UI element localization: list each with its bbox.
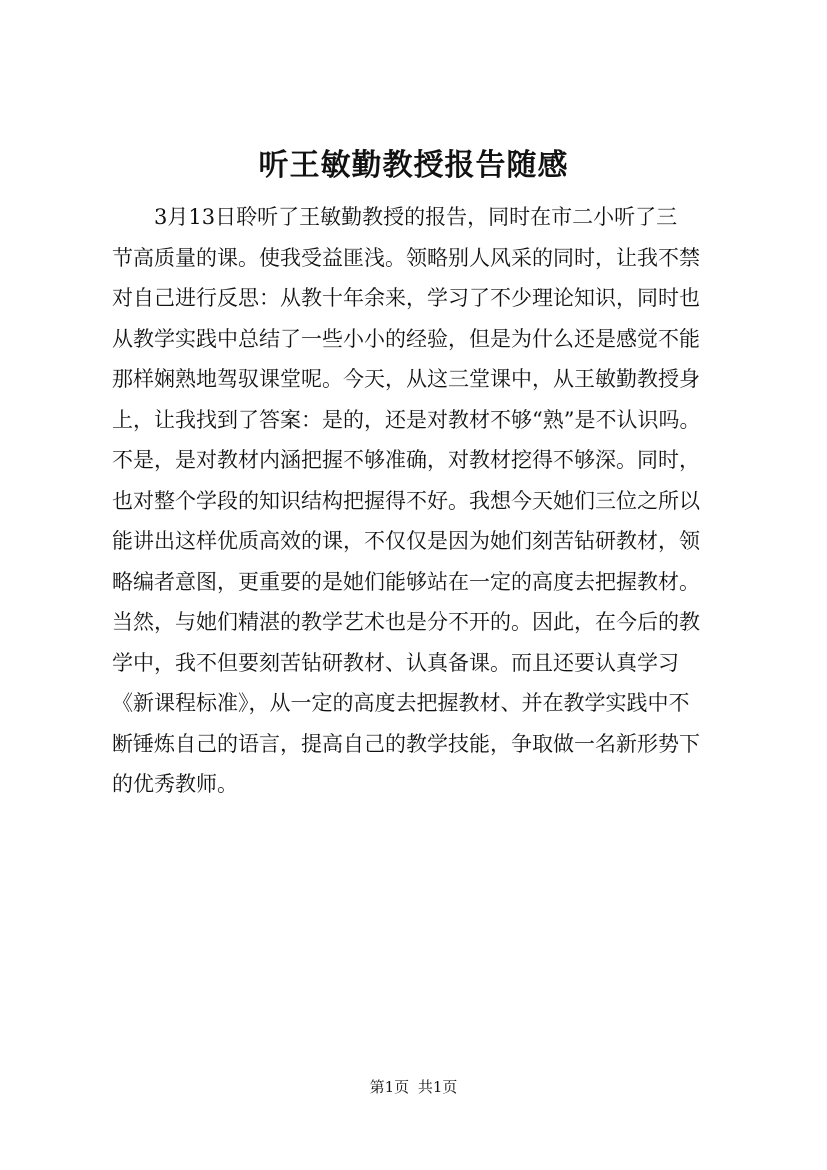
body-line: 的优秀教师。 — [112, 772, 238, 796]
body-line: 不是，是对教材内涵把握不够准确，对教材挖得不够深。同时， — [112, 448, 700, 472]
body-line: 那样娴熟地驾驭课堂呢。今天，从这三堂课中，从王敏勤教授身 — [112, 367, 700, 391]
body-line: 当然，与她们精湛的教学艺术也是分不开的。因此，在今后的教 — [112, 610, 700, 634]
body-line: 也对整个学段的知识结构把握得不好。我想今天她们三位之所以 — [112, 488, 700, 513]
body-line: 从教学实践中总结了一些小小的经验，但是为什么还是感觉不能 — [112, 326, 700, 351]
document-body — [112, 197, 732, 805]
body-line: 上，让我找到了答案：是的，还是对教材不够“熟”是不认识吗。 — [112, 407, 701, 432]
body-line: 学中，我不但要刻苦钻研教材、认真备课。而且还要认真学习 — [112, 650, 679, 675]
body-line: 略编者意图，更重要的是她们能够站在一定的高度去把握教材。 — [112, 569, 700, 594]
body-line: 能讲出这样优质高效的课，不仅仅是因为她们刻苦钻研教材，领 — [112, 529, 700, 553]
body-line: 节高质量的课。使我受益匪浅。领略别人风采的同时，让我不禁 — [112, 245, 700, 270]
page-footer — [0, 1077, 827, 1097]
body-line: 《新课程标准》，从一定的高度去把握教材、并在教学实践中不 — [112, 691, 690, 715]
body-line: 3月13日聆听了王敏勤教授的报告，同时在市二小听了三 — [154, 205, 678, 229]
body-line: 断锤炼自己的语言，提高自己的教学技能，争取做一名新形势下 — [112, 731, 700, 756]
page-number-total: 共1页 — [417, 1078, 458, 1096]
page-number-current: 第1页 — [369, 1078, 410, 1096]
document-title: 听王敏勤教授报告随感 — [258, 148, 569, 183]
body-line: 对自己进行反思：从教十年余来，学习了不少理论知识，同时也 — [112, 286, 700, 310]
